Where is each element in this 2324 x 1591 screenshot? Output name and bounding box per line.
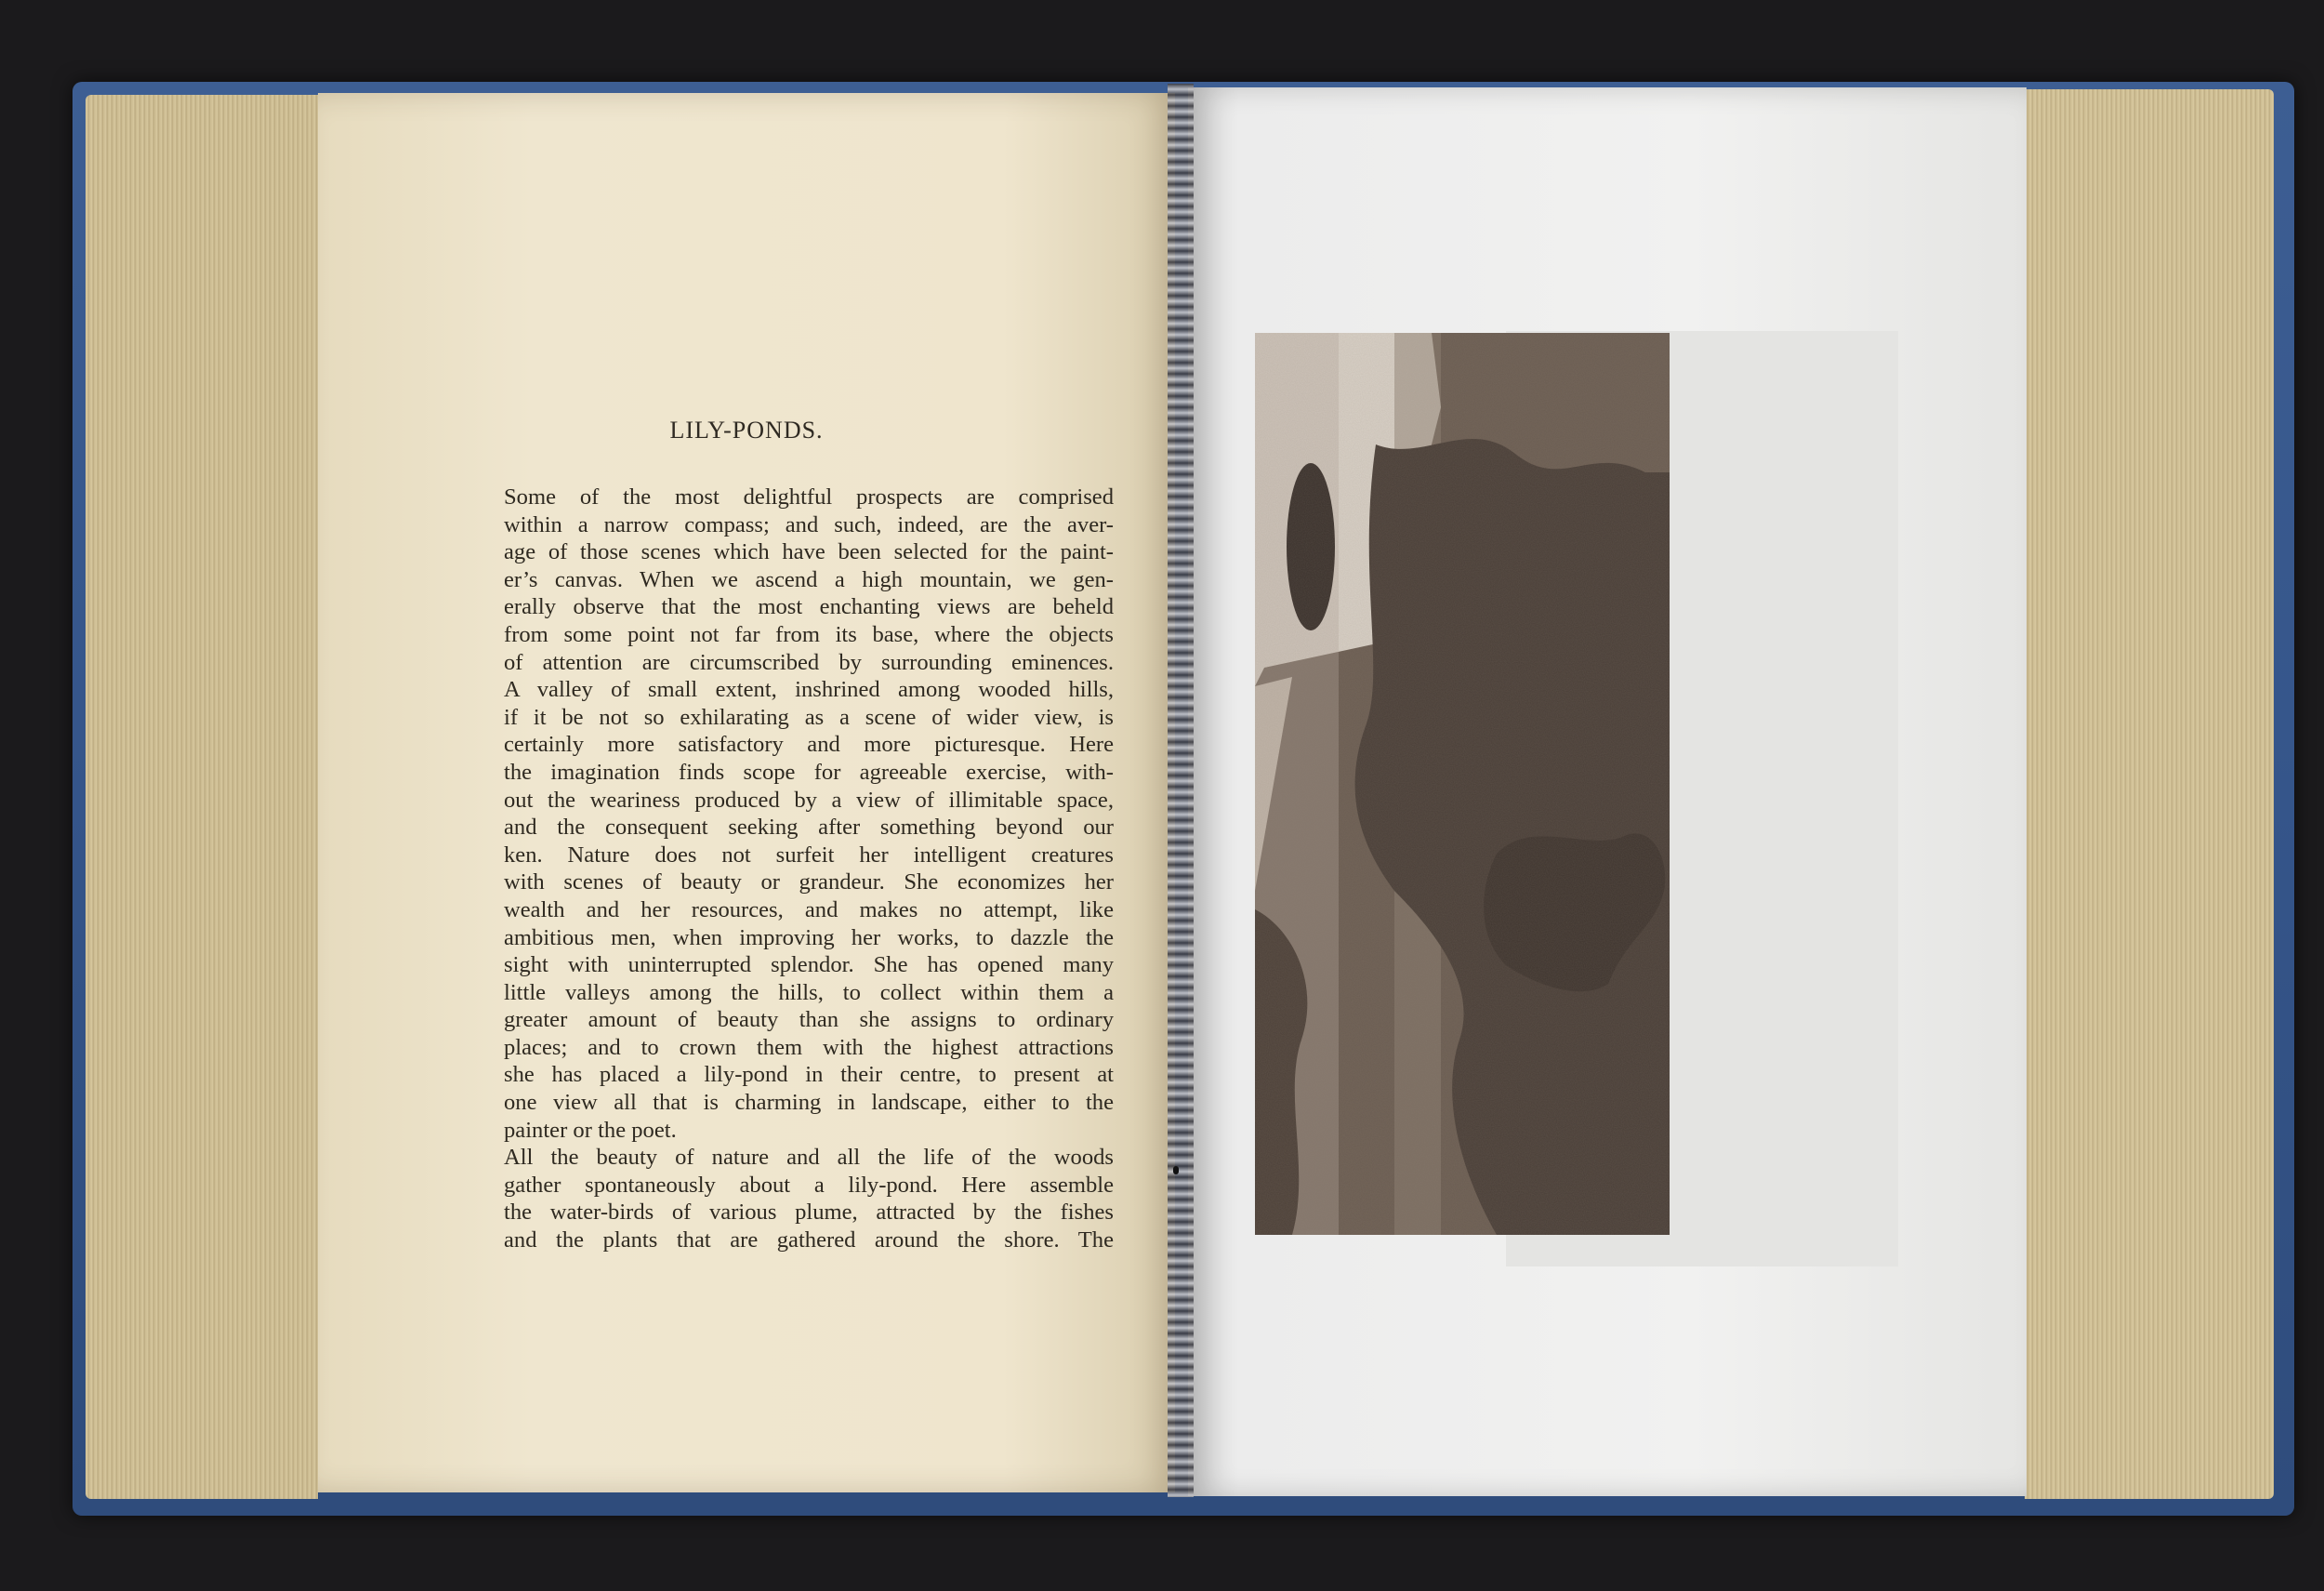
text-line: gather spontaneously about a lily-pond. Here assemble	[504, 1172, 1114, 1198]
text-line: A valley of small extent, inshrined among wooded hills,	[504, 677, 1114, 703]
text-line: erally observe that the most enchanting views are beheld	[504, 594, 1114, 620]
text-line: out the weariness produced by a view of illimitable space,	[504, 787, 1114, 813]
text-line: with scenes of beauty or grandeur. She economizes her	[504, 869, 1114, 895]
text-line: ken. Nature does not surfeit her intelligent creatures	[504, 842, 1114, 868]
text-line: one view all that is charming in landscape, either to the	[504, 1090, 1114, 1116]
page-mark	[1173, 1166, 1179, 1174]
text-line: Some of the most delightful prospects are comprised	[504, 484, 1114, 510]
text-line: certainly more satisfactory and more picturesque. Here	[504, 732, 1114, 758]
text-line: within a narrow compass; and such, indeed, are the aver-	[504, 511, 1114, 537]
right-page-edges	[2025, 89, 2274, 1499]
text-line: sight with uninterrupted splendor. She has opened many	[504, 952, 1114, 978]
text-line: she has placed a lily-pond in their centre, to present at	[504, 1062, 1114, 1088]
text-line: greater amount of beauty than she assigns to ordinary	[504, 1007, 1114, 1033]
text-line: and the consequent seeking after something beyond our	[504, 815, 1114, 841]
text-line: if it be not so exhilarating as a scene of wider view, is	[504, 704, 1114, 730]
text-line: age of those scenes which have been selected for the paint-	[504, 539, 1114, 565]
text-line: the imagination finds scope for agreeable exercise, with-	[504, 759, 1114, 785]
text-line: from some point not far from its base, where the objects	[504, 621, 1114, 647]
text-line: places; and to crown them with the highest attractions	[504, 1034, 1114, 1060]
text-line: er’s canvas. When we ascend a high mountain, we gen-	[504, 566, 1114, 592]
text-line: wealth and her resources, and makes no attempt, like	[504, 896, 1114, 922]
text-line: little valleys among the hills, to collect within them a	[504, 979, 1114, 1005]
body-text	[504, 484, 1114, 1254]
left-page-edges	[86, 95, 318, 1499]
text-line: and the plants that are gathered around the shore. The	[504, 1227, 1114, 1253]
landscape-photograph	[1255, 333, 1670, 1235]
text-line: ambitious men, when improving her works, to dazzle the	[504, 924, 1114, 950]
text-line: the water-birds of various plume, attracted by the fishes	[504, 1200, 1114, 1226]
text-line: All the beauty of nature and all the life of the woods	[504, 1145, 1114, 1171]
text-line: of attention are circumscribed by surrounding eminences.	[504, 649, 1114, 675]
chapter-title: LILY-PONDS.	[669, 417, 824, 444]
text-line: painter or the poet.	[504, 1117, 677, 1143]
book-spine-gutter	[1168, 84, 1194, 1497]
